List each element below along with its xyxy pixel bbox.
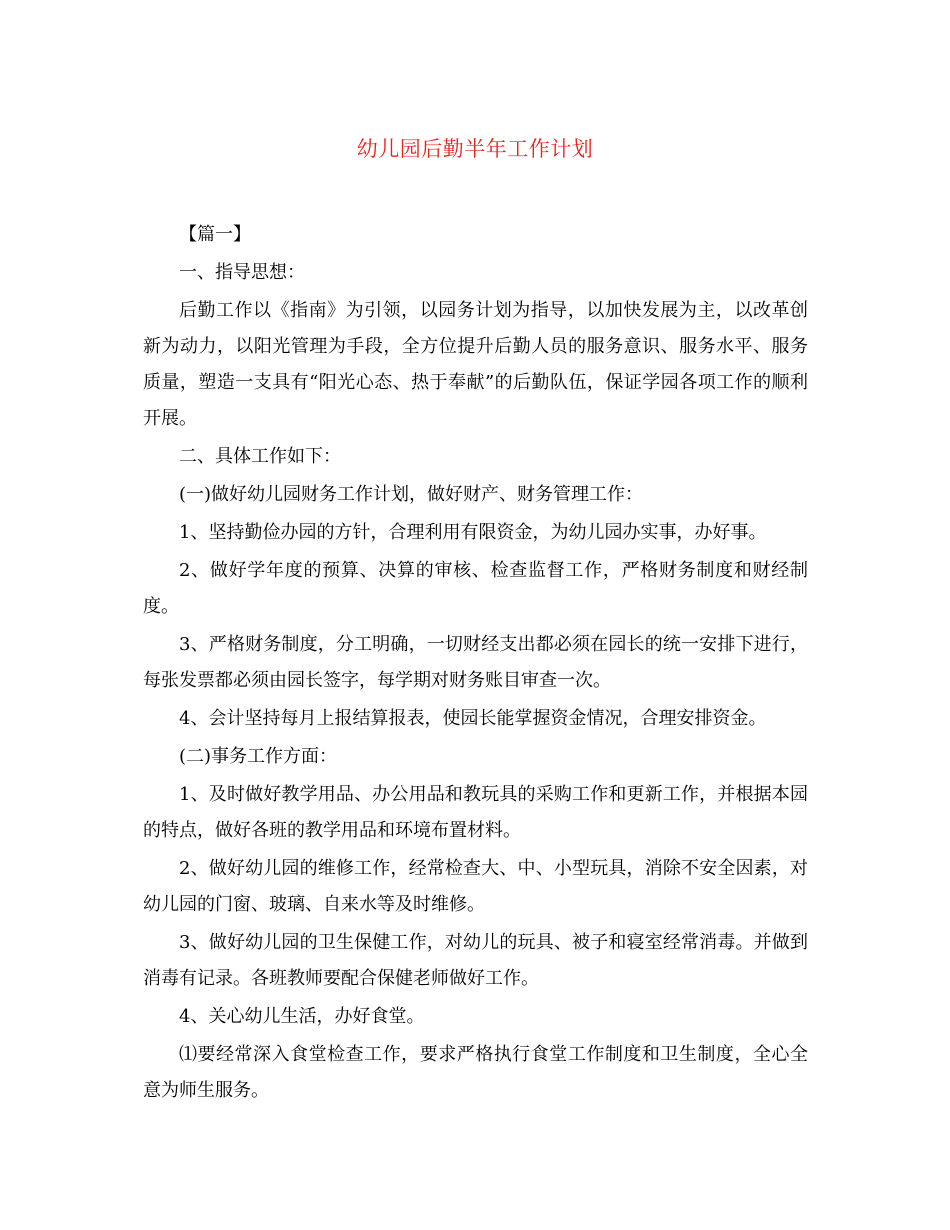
- list-item: 3、严格财务制度，分工明确，一切财经支出都必须在园长的统一安排下进行，每张发票都必须由园长签字，每学期对财务账目审查一次。: [143, 634, 808, 691]
- document-title: 幼儿园后勤半年工作计划: [356, 137, 594, 161]
- list-item: 2、做好幼儿园的维修工作，经常检查大、中、小型玩具，消除不安全因素，对幼儿园的门窗、玻璃、自来水等及时维修。: [143, 858, 808, 915]
- heading-specific-work: 二、具体工作如下：: [179, 446, 341, 467]
- list-item: ⑴要经常深入食堂检查工作，要求严格执行食堂工作制度和卫生制度，全心全意为师生服务。: [143, 1044, 808, 1101]
- list-item: 4、关心幼儿生活，办好食堂。: [179, 1006, 425, 1027]
- heading-guiding-idea: 一、指导思想：: [179, 262, 305, 283]
- list-item: 2、做好学年度的预算、决算的审核、检查监督工作，严格财务制度和财经制度。: [143, 560, 808, 617]
- subheading-affairs: (二)事务工作方面：: [179, 746, 338, 767]
- document-body: [143, 217, 808, 1111]
- list-item: 3、做好幼儿园的卫生保健工作，对幼儿的玩具、被子和寝室经常消毒。并做到消毒有记录。各班教师要配合保健老师做好工作。: [143, 932, 808, 989]
- subheading-finance: (一)做好幼儿园财务工作计划，做好财产、财务管理工作：: [179, 484, 644, 505]
- section-label: 【篇一】: [179, 224, 251, 245]
- paragraph: 后勤工作以《指南》为引领，以园务计划为指导，以加快发展为主，以改革创新为动力，以阳光管理为手段，全方位提升后勤人员的服务意识、服务水平、服务质量，塑造一支具有“阳光心态、热于奉献”的后勤队伍，保证学园各项工作的顺利开展。: [143, 300, 808, 429]
- list-item: 4、会计坚持每月上报结算报表，使园长能掌握资金情况，合理安排资金。: [179, 708, 767, 729]
- list-item: 1、坚持勤俭办园的方针，合理利用有限资金，为幼儿园办实事，办好事。: [179, 522, 767, 543]
- list-item: 1、及时做好教学用品、办公用品和教玩具的采购工作和更新工作，并根据本园的特点，做好各班的教学用品和环境布置材料。: [143, 784, 808, 841]
